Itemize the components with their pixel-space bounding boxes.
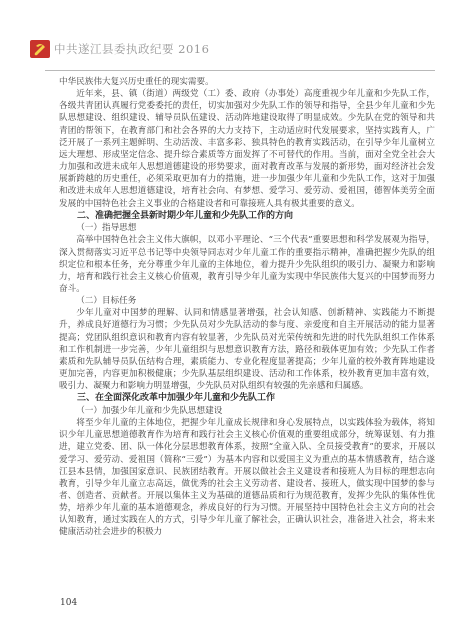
body-paragraph: 少年儿童对中国梦的理解、认同和情感显著增强，社会认知感、创新精神、实践能力不断提升，养成良好道德行为习惯；少先队员对少先队活动的参与度、亲爱度和自主开展活动的能力显著提高；党团队组织意识和教育内容有较显著，少先队员对光荣传统和先进的时代先队组织工作体系和工作机制进一步完善，少年儿童组织与思想意识教育方法，路径和载体更加有效；少先队工作者素质和先队辅导员队伍结构合理，素质能力、专业化程度显著提高；少年儿童的校外教育阵地建设更加完善，内容更加积极健康；少先队基层组织建设、活动和工作体系，校外教育更加丰富有效，吸引力、凝聚力和影响力明显增强，少先队员对队组织有较强的先亲感和归属感。 (59, 308, 435, 392)
body-paragraph: 将至少年儿童的主体地位，把握少年儿童成长规律和身心发展特点，以实践体验为载体，将知识少年儿童思想道德教育作为培育和践行社会主义核心价值观的重要组成部分，统筹谋划、有力推进，建立党委、团、队一体化分层思想教育体系，按照“全童入队、全员接受教育”的要求，开展以爱学习、爱劳动、爱祖国（简称“三爱”）为基本内容和以爱国主义为重点的基本情感教育，结合遂江县本县情，加强国家意识、民族团结教育。开展以做社会主义建设者和接班人为目标的理想志向教育，引导少年儿童立志高远，做优秀的社会主义劳动者、建设者、接班人，做实现中国梦的参与者、创造者、贡献者。开展以集体主义为基础的道德品质和行为规范教育，发挥少先队的集体性优势，培养少年儿童的基本道德观念，养成良好的行为习惯。开展坚持中国特色社会主义方向的社会认知教育，通过实践在人的方式，引导少年儿童了解社会，正确认识社会，准备进入社会，将未来健康活动社会进步的积极力 (59, 418, 435, 538)
section-heading: 二、准确把握全县新时期少年儿童和少先队工作的方向 (77, 210, 294, 221)
header-rule (45, 70, 435, 71)
section-heading: 三、在全面深化改革中加强少年儿童和少先队工作 (77, 393, 276, 404)
body-paragraph: 高举中国特色社会主义伟大旗帜，以邓小平理论、“三个代表”重要思想和科学发展观为指导，深入贯彻落实习近平总书记等中央领导同志对少年儿童工作的重要指示精神，准确把握少先队的组织定位和根本任务，充分尊重少年儿童的主体地位，着力提升少先队组织的吸引力、凝聚力和影响力，培育和践行社会主义核心价值观，教育引导少年儿童为实现中华民族伟大复兴的中国梦而努力奋斗。 (59, 235, 435, 294)
page-number: 104 (60, 598, 78, 608)
subsection-heading: （一）指导思想 (76, 223, 137, 234)
subsection-heading: （二）目标任务 (76, 296, 137, 307)
publication-title: 中共遂江县委执政纪要 2016 (54, 42, 210, 56)
body-paragraph: 近年来，县、镇（街道）两级党（工）委、政府（办事处）高度重视少年儿童和少先队工作，各级共青团认真履行党委委托的责任，切实加强对少先队工作的领导和指导，全县少年儿童和少先队思想建设、组织建设、辅导员队伍建设、活动阵地建设取得了明显成效。少先队在党的领导和共青团的帮领下，在教育部门和社会各界的大力支持下，主动适应时代发展要求，坚持实践育人，广泛开展了一系列主题鲜明、生动活泼、丰富多彩、独具特色的教育实践活动，在引导少年儿童树立远大理想、形成坚定信念、提升综合素质等方面发挥了不可替代的作用。当前，面对全党全社会大力加强和改进未成年人思想道德建设的形势要求，面对教育改革与发展的新形势，面对经济社会发展新跨越的历史重任，必须采取更加有力的措施，进一步加强少年儿童和少先队工作，这对于加强和改进未成年人思想道德建设，培育社会向、有梦想、爱学习、爱劳动、爱祖国，德智体美劳全面发展的中国特色社会主义事业的合格建设者和可靠接班人具有极其重要的意义。 (59, 89, 435, 209)
body-paragraph: 中华民族伟大复兴历史重任的现实需要。 (59, 77, 214, 87)
running-header (30, 40, 440, 60)
article-body (59, 76, 435, 539)
subsection-heading: （一）加强少年儿童和少先队思想建设 (76, 405, 223, 416)
party-emblem-icon (30, 40, 50, 58)
